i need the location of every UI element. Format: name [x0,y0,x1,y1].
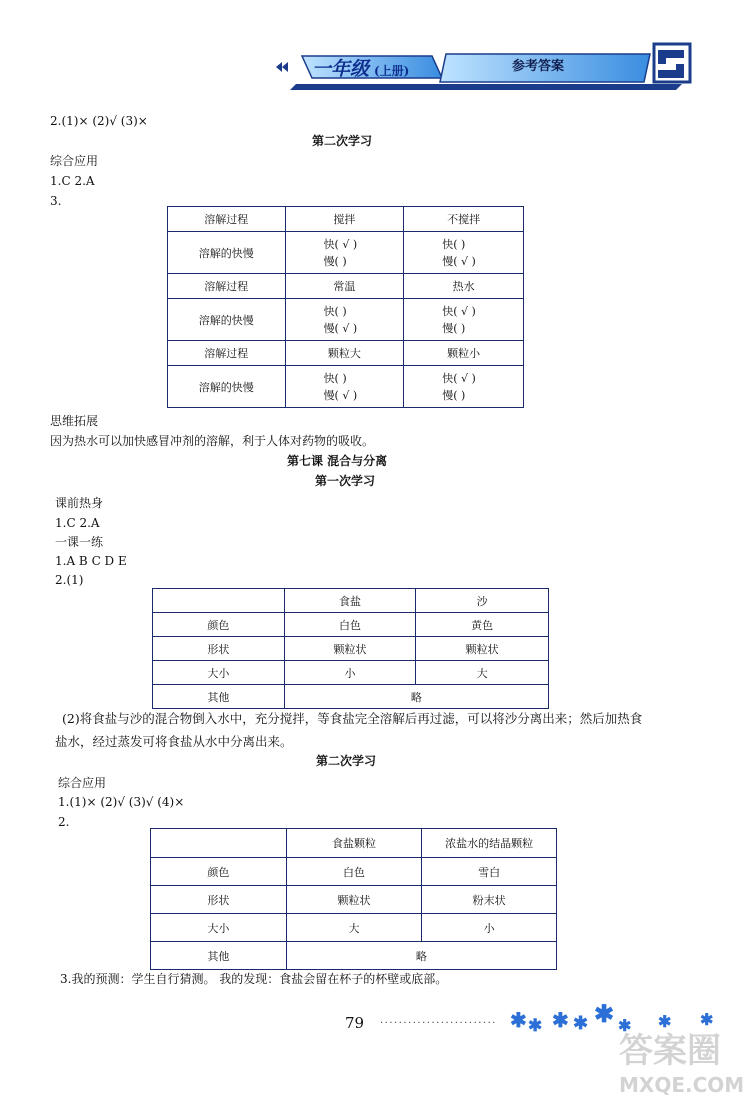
header-banner [262,38,700,96]
table-cell: 溶解的快慢 [168,232,286,274]
header-volume: (上册) [374,64,410,78]
star-icon: ✱ [510,1008,527,1032]
table-cell: 颗粒大 [285,341,404,366]
page-number: 79 [345,1014,365,1032]
table-cell: 不搅拌 [404,207,524,232]
mark-fast: 快( ) [323,304,347,318]
table-cell: 搅拌 [285,207,404,232]
table-cell [404,299,524,341]
mark-slow: 慢( ) [323,254,347,268]
salt-crystal-table [150,828,557,970]
mark-fast: 快( √ ) [442,371,476,385]
table-cell: 略 [284,685,548,709]
header-answers-label: 参考答案 [512,59,565,74]
table-cell: 颗粒状 [284,637,416,661]
paragraph: (2)将食盐与沙的混合物倒入水中，充分搅拌，等食盐完全溶解后再过滤，可以将沙分离出来；然后加热食 [62,711,643,726]
table-cell: 略 [286,942,556,970]
answer-line: 2.(1) [55,573,84,587]
mark-fast: 快( ) [323,371,347,385]
table-cell: 溶解的快慢 [168,299,286,341]
table-cell: 形状 [153,637,285,661]
table-cell: 黄色 [416,613,549,637]
mark-fast: 快( ) [442,237,466,251]
table-cell: 沙 [416,589,549,613]
table-cell: 大小 [153,661,285,685]
table-cell: 溶解过程 [168,274,286,299]
dissolve-table [167,206,524,408]
answer-line: 1.A B C D E [55,554,127,568]
paragraph: 因为热水可以加快感冒冲剂的溶解，利于人体对药物的吸收。 [50,434,375,448]
section-heading: 第二次学习 [316,754,377,768]
table-cell: 溶解过程 [168,341,286,366]
lesson-title: 第七课 混合与分离 [287,454,388,468]
answer-line: 1.C 2.A [50,174,95,188]
mark-fast: 快( √ ) [323,237,358,251]
table-cell: 常温 [285,274,404,299]
section-heading: 第二次学习 [312,134,373,148]
watermark [615,1030,743,1100]
table-cell [285,299,404,341]
table-cell: 白色 [286,858,422,886]
table-cell: 小 [284,661,416,685]
salt-sand-table [152,588,549,709]
mark-slow: 慢( ) [442,388,466,402]
star-icon: ✱ [594,999,615,1028]
table-cell [285,232,404,274]
table-cell: 小 [422,914,557,942]
table-cell: 大小 [151,914,287,942]
table-cell [285,366,404,408]
star-icon: ✱ [700,1010,714,1029]
table-cell [404,232,524,274]
table-cell: 颜色 [153,613,285,637]
mark-slow: 慢( ) [442,321,466,335]
table-cell [151,829,287,858]
section-sub: 思维拓展 [50,414,99,428]
section-sub: 课前热身 [55,496,104,510]
table-cell: 粉末状 [422,886,557,914]
table-cell: 热水 [404,274,524,299]
table-cell: 浓盐水的结晶颗粒 [422,829,557,858]
answer-line: 1.C 2.A [55,516,100,530]
star-icon: ✱ [573,1013,589,1034]
answer-line: 2. [58,815,70,829]
table-cell: 颗粒小 [404,341,524,366]
answer-line: 1.(1)× (2)√ (3)√ (4)× [58,795,185,809]
answer-line: 3. [50,194,62,208]
mark-slow: 慢( √ ) [442,254,476,268]
table-cell: 食盐颗粒 [286,829,422,858]
section-sub: 综合应用 [50,154,99,168]
section-sub: 一课一练 [55,535,104,549]
table-cell: 颗粒状 [416,637,549,661]
table-cell [153,589,285,613]
mark-slow: 慢( √ ) [323,321,358,335]
section-heading: 第一次学习 [315,474,376,488]
table-cell: 颗粒状 [286,886,422,914]
table-cell: 形状 [151,886,287,914]
table-cell [404,366,524,408]
watermark-url: MXQE.COM [619,1073,745,1097]
table-cell: 食盐 [284,589,416,613]
table-cell: 颜色 [151,858,287,886]
dotted-leader: ························· [380,1018,497,1029]
watermark-logo-text: 答案圈 [619,1031,721,1071]
answer-line: 2.(1)× (2)√ (3)× [50,114,148,128]
star-icon: ✱ [552,1008,569,1032]
table-cell: 其他 [153,685,285,709]
double-arrow-left-icon [276,62,288,72]
table-cell: 雪白 [422,858,557,886]
paragraph: 盐水，经过蒸发可将食盐从水中分离出来。 [55,734,293,749]
mark-slow: 慢( √ ) [323,388,358,402]
table-cell: 溶解的快慢 [168,366,286,408]
answer-line: 3.我的预测：学生自行猜测。 我的发现：食盐会留在杯子的杯壁或底部。 [60,972,448,986]
star-icon: ✱ [528,1016,543,1036]
section-sub: 综合应用 [58,776,107,790]
mark-fast: 快( √ ) [442,304,476,318]
star-icon: ✱ [618,1016,632,1035]
table-cell: 其他 [151,942,287,970]
table-cell: 大 [416,661,549,685]
table-cell: 大 [286,914,422,942]
table-cell: 溶解过程 [168,207,286,232]
header-grade: 一年级 [312,58,370,80]
star-icon: ✱ [658,1012,672,1031]
table-cell: 白色 [284,613,416,637]
